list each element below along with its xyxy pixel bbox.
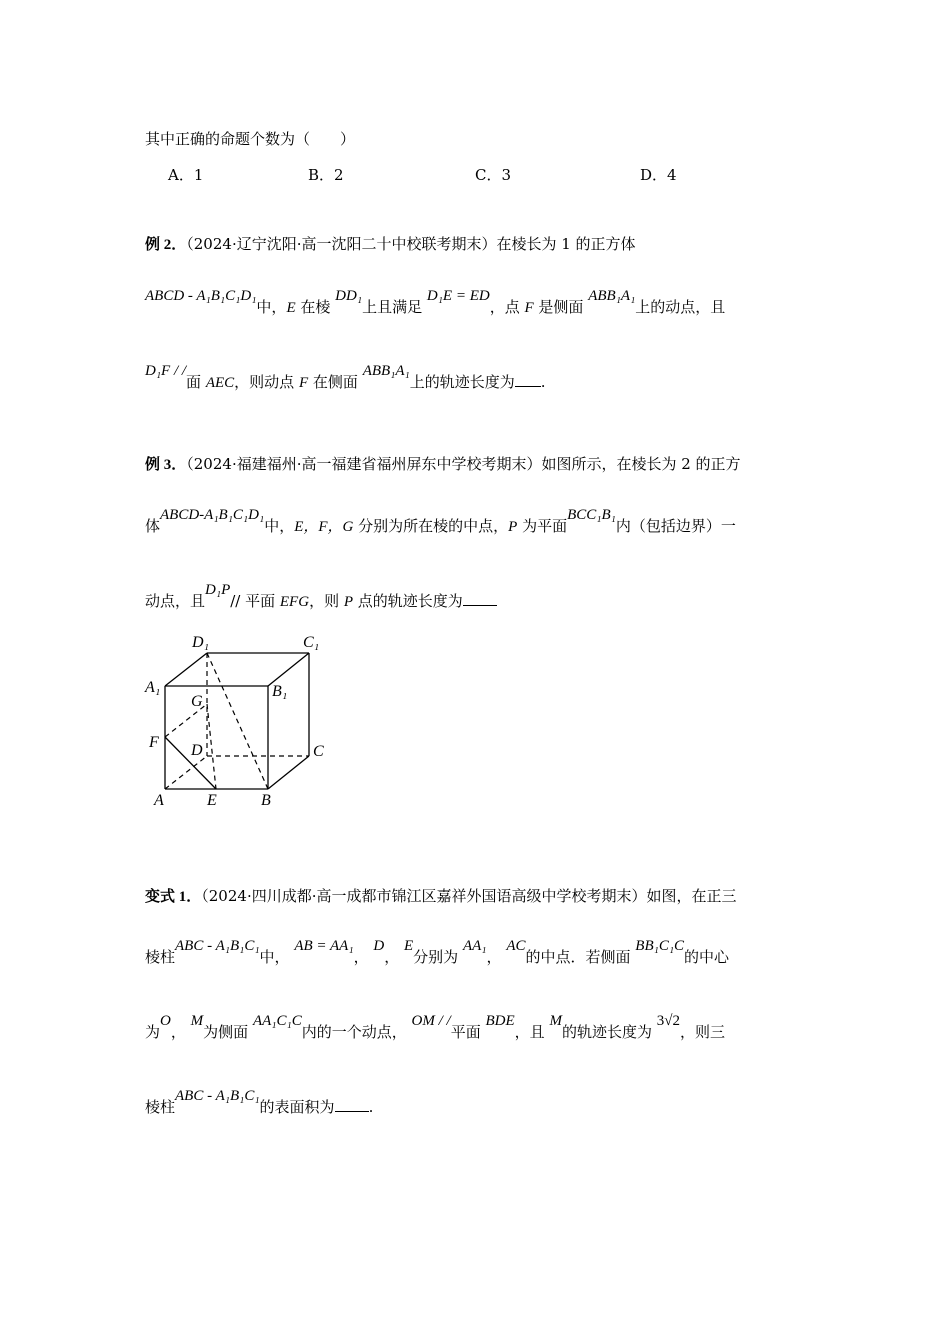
example2-label: 例 2．	[145, 237, 187, 253]
label-D: D	[191, 742, 203, 759]
label-A: A	[154, 792, 164, 809]
label-C1: C₁	[303, 634, 320, 651]
parallel-formula: D₁F / /	[145, 363, 187, 379]
label-D1: D₁	[192, 634, 210, 651]
option-b: B．2	[308, 166, 344, 184]
option-c: C．3	[475, 166, 512, 184]
question-stem: 其中正确的命题个数为（ ）	[145, 130, 356, 148]
label-B: B	[261, 792, 271, 809]
condition-formula: D₁E = ED	[426, 288, 490, 304]
answer-blank	[335, 1097, 369, 1112]
example3-heading	[145, 453, 741, 474]
variant1-source: （2024·四川成都·高一成都市锦江区嘉祥外国语高级中学校考期末）如图，在正三	[201, 887, 737, 905]
example3-line3: 动点，且D₁P// 平面 EFG，则 P 点的轨迹长度为	[145, 590, 497, 611]
example3-source: （2024·福建福州·高一福建省福州屏东中学校考期末）如图所示，在棱长为 2 的正方	[186, 455, 741, 473]
trajectory-length: 3√2	[656, 1013, 680, 1029]
cube-name: ABCD - A₁B₁C₁D₁	[145, 288, 257, 304]
cube-name: ABCD-A₁B₁C₁D₁	[160, 507, 265, 523]
label-B1: B₁	[272, 683, 288, 700]
cube-figure	[140, 625, 340, 815]
example3-line2: 体ABCD-A₁B₁C₁D₁中，E，F，G 分别为所在棱的中点，P 为平面BCC₁B₁内（包括边界）一	[145, 507, 736, 535]
answer-blank	[515, 372, 541, 387]
edge-A1D1	[165, 653, 207, 686]
option-a: A．1	[168, 166, 204, 184]
example2-line3: D₁F / /面 AEC，则动点 F 在侧面 ABB₁A₁上的轨迹长度为 .	[145, 363, 546, 391]
prism-name: ABC - A₁B₁C₁	[175, 938, 260, 954]
option-d: D．4	[640, 166, 677, 184]
example3-label: 例 3．	[145, 457, 187, 473]
label-F: F	[149, 734, 159, 751]
prism-name: ABC - A₁B₁C₁	[175, 1088, 260, 1104]
variant1-heading	[145, 885, 736, 906]
answer-blank	[463, 591, 497, 606]
example2-line2: ABCD - A₁B₁C₁D₁中，E 在棱 DD₁上且满足 D₁E = ED，点 F 是侧面 ABB₁A₁上的动点，且	[145, 288, 726, 316]
label-A1: A₁	[145, 679, 161, 696]
label-C: C	[313, 743, 324, 760]
label-G: G	[191, 693, 203, 710]
segment-D1B	[207, 653, 268, 789]
segment-GE	[207, 704, 216, 789]
edge-B1C1	[268, 653, 309, 686]
edge-BC	[268, 756, 309, 789]
variant1-line2: 棱柱ABC - A₁B₁C₁中， AB = AA₁， D， E分别为 AA₁， AC的中点．若侧面 BB₁C₁C的中心	[145, 938, 730, 966]
variant1-line3: 为O， M为侧面 AA₁C₁C内的一个动点， OM / /平面 BDE，且 M的轨迹长度为 3√2，则三	[145, 1013, 725, 1041]
variant1-line4: 棱柱ABC - A₁B₁C₁的表面积为 .	[145, 1088, 374, 1116]
example2-heading	[145, 233, 636, 254]
variant1-label: 变式 1．	[145, 889, 202, 905]
label-E: E	[207, 792, 217, 809]
example2-source: （2024·辽宁沈阳·高一沈阳二十中校联考期末）在棱长为 1 的正方体	[186, 235, 636, 253]
